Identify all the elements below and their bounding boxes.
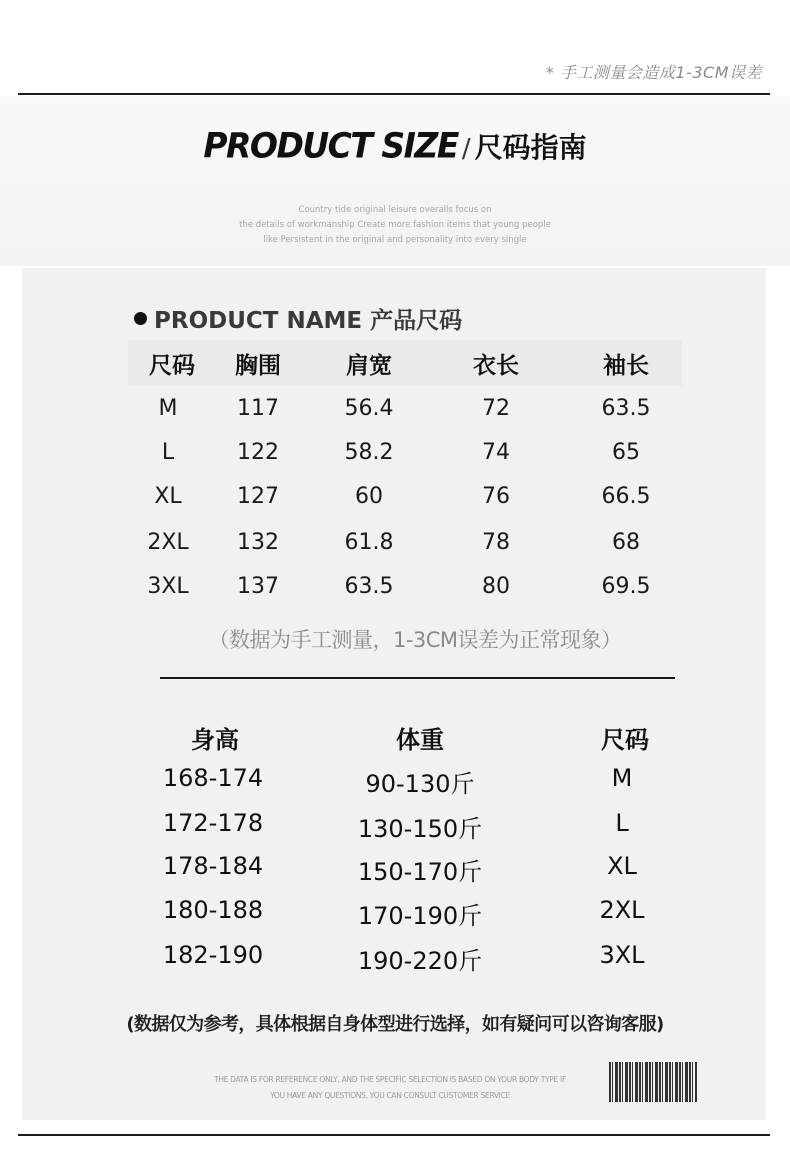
cell-size: XL xyxy=(607,852,637,880)
cell-weight: 90-130斤 xyxy=(365,770,475,798)
cell-shoulder: 58.2 xyxy=(344,440,394,465)
cell-sleeve: 65 xyxy=(612,440,640,465)
title-chinese: 尺码指南 xyxy=(474,131,587,164)
cell-height: 178-184 xyxy=(162,852,264,880)
barcode-graphic xyxy=(609,1062,697,1102)
cell-shoulder: 63.5 xyxy=(344,574,394,599)
cell-weight: 170-190斤 xyxy=(357,902,483,930)
cell-chest: 132 xyxy=(237,530,279,555)
cell-shoulder: 60 xyxy=(355,484,383,509)
cell-sleeve: 66.5 xyxy=(601,484,651,509)
cell-length: 76 xyxy=(482,484,510,509)
disclaimer xyxy=(165,1072,615,1104)
bottom-divider xyxy=(18,1134,770,1136)
cell-size: 3XL xyxy=(599,941,645,969)
page-title xyxy=(0,126,790,166)
cell-size: 2XL xyxy=(599,896,645,924)
cell-chest: 137 xyxy=(237,574,279,599)
top-note: * 手工测量会造成1-3CM误差 xyxy=(545,63,762,82)
cell-shoulder: 61.8 xyxy=(344,530,394,555)
cell-size: M xyxy=(611,764,633,792)
cell-weight: 130-150斤 xyxy=(357,815,483,843)
cell-chest: 127 xyxy=(237,484,279,509)
header-size: 尺码 xyxy=(601,726,649,754)
tagline: Country tide original leisure overalls focus on xyxy=(298,205,492,215)
cell-height: 168-174 xyxy=(162,764,264,792)
cell-length: 72 xyxy=(482,396,510,421)
cell-sleeve: 69.5 xyxy=(601,574,651,599)
header-weight: 体重 xyxy=(396,726,444,754)
cell-length: 80 xyxy=(482,574,510,599)
title-english: PRODUCT SIZE xyxy=(203,125,458,166)
cell-size: L xyxy=(161,440,175,465)
cell-weight: 150-170斤 xyxy=(357,858,483,886)
cell-weight: 190-220斤 xyxy=(357,947,483,975)
header-length: 衣长 xyxy=(473,353,519,379)
header-sleeve: 袖长 xyxy=(603,353,649,379)
reference-note: (数据仅为参考，具体根据自身体型进行选择，如有疑问可以咨询客服) xyxy=(126,1014,664,1035)
tagline: the details of workmanship Create more fashion items that young people xyxy=(239,220,551,230)
bullet-dot xyxy=(134,312,147,325)
cell-sleeve: 63.5 xyxy=(601,396,651,421)
section-title-text: PRODUCT NAME 产品尺码 xyxy=(154,308,463,334)
cell-length: 74 xyxy=(482,440,510,465)
measurement-caption: （数据为手工测量，1-3CM误差为正常现象） xyxy=(208,628,622,652)
section-title xyxy=(134,302,462,335)
header-chest: 胸围 xyxy=(235,353,281,379)
cell-height: 180-188 xyxy=(162,896,264,924)
cell-size: 2XL xyxy=(147,530,189,555)
tagline: like Persistent in the original and personality into every single xyxy=(263,235,527,245)
header-size: 尺码 xyxy=(149,353,195,379)
header-height: 身高 xyxy=(191,726,239,754)
cell-size: M xyxy=(158,396,178,421)
section-divider xyxy=(160,677,675,679)
cell-chest: 117 xyxy=(237,396,279,421)
cell-length: 78 xyxy=(482,530,510,555)
disclaimer-line: YOU HAVE ANY QUESTIONS, YOU CAN CONSULT CUSTOMER SERVICE xyxy=(270,1091,510,1100)
cell-height: 182-190 xyxy=(162,941,264,969)
cell-size: 3XL xyxy=(147,574,189,599)
header-shoulder: 肩宽 xyxy=(346,353,392,379)
title-separator: / xyxy=(461,134,471,164)
cell-size: XL xyxy=(154,484,182,509)
cell-sleeve: 68 xyxy=(612,530,640,555)
cell-size: L xyxy=(615,809,629,837)
cell-shoulder: 56.4 xyxy=(344,396,394,421)
cell-height: 172-178 xyxy=(162,809,264,837)
disclaimer-line: THE DATA IS FOR REFERENCE ONLY, AND THE SPECIFIC SELECTION IS BASED ON YOUR BODY TYPE IF xyxy=(214,1075,566,1084)
cell-chest: 122 xyxy=(237,440,279,465)
top-divider xyxy=(18,93,770,95)
taglines xyxy=(0,203,790,248)
